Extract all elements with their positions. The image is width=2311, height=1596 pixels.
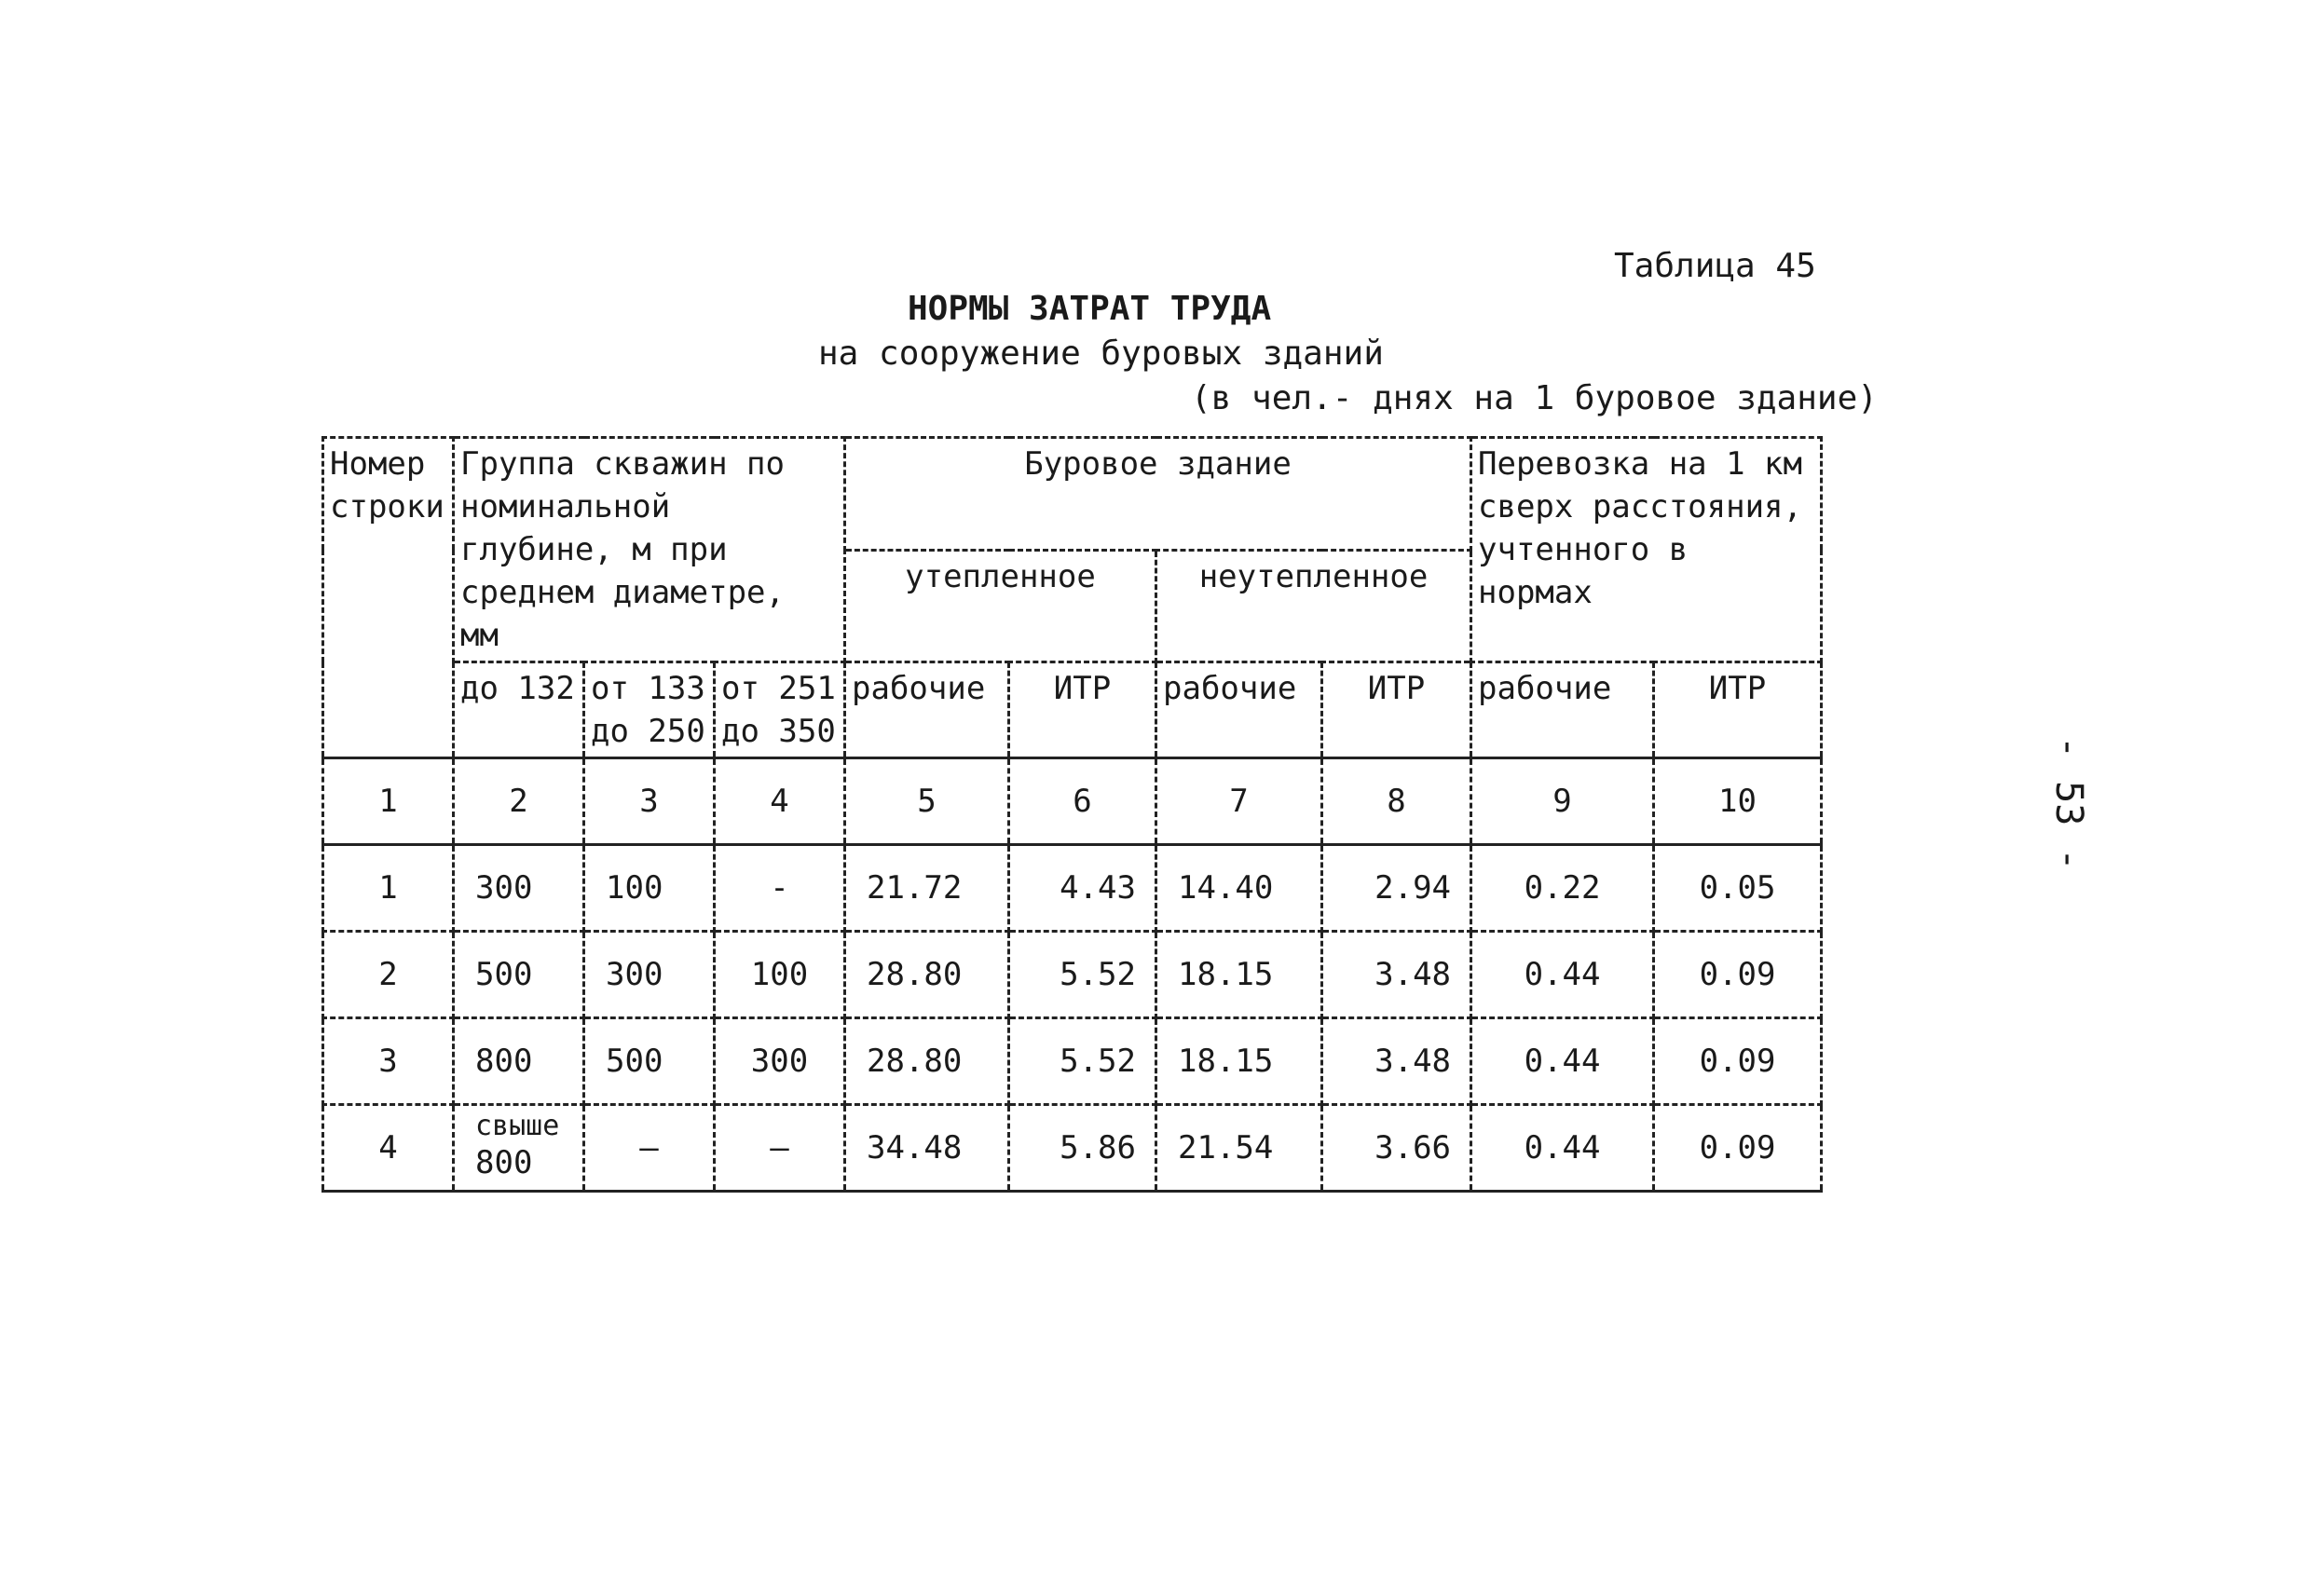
column-number: 4 [715, 758, 845, 845]
insulated-workers: 28.80 [845, 932, 1009, 1018]
page-number: - 53 - [2047, 736, 2090, 871]
depth-d132 [454, 1105, 584, 1192]
transport-itr: 0.09 [1654, 1105, 1822, 1192]
table-subtitle: на сооружение буровых зданий [818, 334, 1384, 373]
depth-d132: 500 [454, 932, 584, 1018]
insulated-itr: 5.52 [1009, 932, 1156, 1018]
header-transport: Перевозка на 1 км сверх расстояния, учтенного в нормах [1471, 438, 1822, 662]
column-number: 6 [1009, 758, 1156, 845]
table-row [323, 1018, 1822, 1105]
non-insulated-itr: 3.48 [1322, 932, 1471, 1018]
norms-table [321, 436, 1823, 1193]
table-row [323, 1105, 1822, 1192]
transport-workers: 0.22 [1471, 845, 1654, 932]
column-number-row [323, 758, 1822, 845]
header-row-1 [323, 438, 1822, 551]
non-insulated-workers: 21.54 [1156, 1105, 1322, 1192]
row-number: 2 [323, 932, 454, 1018]
header-workers-insulated: рабочие [845, 662, 1009, 758]
depth-d251-350: 100 [715, 932, 845, 1018]
insulated-workers: 21.72 [845, 845, 1009, 932]
depth-prefix: свыше [475, 1110, 560, 1142]
transport-itr: 0.09 [1654, 1018, 1822, 1105]
column-number: 8 [1322, 758, 1471, 845]
insulated-workers: 34.48 [845, 1105, 1009, 1192]
transport-itr: 0.05 [1654, 845, 1822, 932]
table-row [323, 932, 1822, 1018]
row-number: 3 [323, 1018, 454, 1105]
column-number: 3 [584, 758, 715, 845]
header-itr-insulated: ИТР [1009, 662, 1156, 758]
insulated-itr: 5.86 [1009, 1105, 1156, 1192]
table-number: Таблица 45 [1614, 247, 1816, 285]
depth-d251-350: — [715, 1105, 845, 1192]
header-drill-building: Буровое здание [845, 438, 1471, 551]
non-insulated-itr: 3.66 [1322, 1105, 1471, 1192]
non-insulated-workers: 18.15 [1156, 932, 1322, 1018]
column-number: 9 [1471, 758, 1654, 845]
non-insulated-workers: 18.15 [1156, 1018, 1322, 1105]
insulated-workers: 28.80 [845, 1018, 1009, 1105]
header-non-insulated: неутепленное [1156, 550, 1471, 662]
transport-itr: 0.09 [1654, 932, 1822, 1018]
depth-d133-250: 300 [584, 932, 715, 1018]
transport-workers: 0.44 [1471, 932, 1654, 1018]
column-number: 7 [1156, 758, 1322, 845]
table-title: НОРМЫ ЗАТРАТ ТРУДА [908, 290, 1272, 328]
table-units: (в чел.- днях на 1 буровое здание) [1191, 379, 1878, 417]
row-number: 4 [323, 1105, 454, 1192]
depth-d133-250: — [584, 1105, 715, 1192]
column-number: 2 [454, 758, 584, 845]
table-row [323, 845, 1822, 932]
non-insulated-workers: 14.40 [1156, 845, 1322, 932]
depth-value: 800 [475, 1144, 533, 1181]
transport-workers: 0.44 [1471, 1018, 1654, 1105]
column-number: 5 [845, 758, 1009, 845]
header-diam-2: от 133 до 250 [584, 662, 715, 758]
depth-d132: 300 [454, 845, 584, 932]
depth-d133-250: 100 [584, 845, 715, 932]
row-number: 1 [323, 845, 454, 932]
column-number: 10 [1654, 758, 1822, 845]
depth-d251-350: 300 [715, 1018, 845, 1105]
depth-d132: 800 [454, 1018, 584, 1105]
depth-d251-350: - [715, 845, 845, 932]
non-insulated-itr: 2.94 [1322, 845, 1471, 932]
header-diam-1: до 132 [454, 662, 584, 758]
header-well-group: Группа скважин по номинальной глубине, м при среднем диаметре, мм [454, 438, 845, 662]
transport-workers: 0.44 [1471, 1105, 1654, 1192]
column-number: 1 [323, 758, 454, 845]
non-insulated-itr: 3.48 [1322, 1018, 1471, 1105]
header-itr-transport: ИТР [1654, 662, 1822, 758]
header-insulated: утепленное [845, 550, 1156, 662]
header-workers-transport: рабочие [1471, 662, 1654, 758]
header-itr-non-insulated: ИТР [1322, 662, 1471, 758]
header-diam-3: от 251 до 350 [715, 662, 845, 758]
header-workers-non-insulated: рабочие [1156, 662, 1322, 758]
insulated-itr: 4.43 [1009, 845, 1156, 932]
depth-d133-250: 500 [584, 1018, 715, 1105]
header-row-number: Номер строки [323, 438, 454, 758]
insulated-itr: 5.52 [1009, 1018, 1156, 1105]
